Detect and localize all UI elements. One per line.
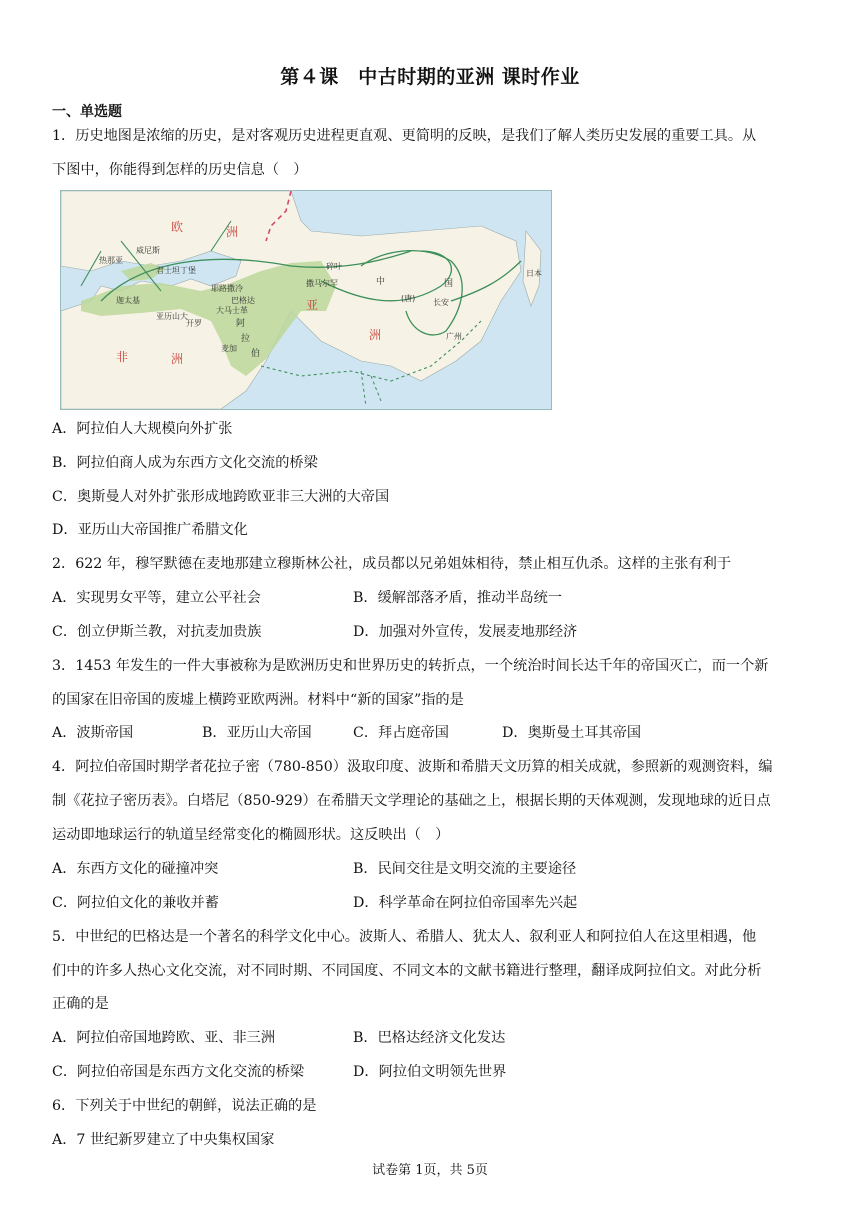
label-europe-1: 欧: [171, 220, 184, 234]
q4-option-b[interactable]: B．民间交往是文明交流的主要途径: [353, 861, 577, 877]
q5-option-b[interactable]: B．巴格达经济文化发达: [353, 1030, 506, 1046]
q5-option-d[interactable]: D．阿拉伯文明领先世界: [353, 1064, 507, 1080]
label-cairo: 开罗: [186, 319, 202, 328]
q6-stem: 6．下列关于中世纪的朝鲜，说法正确的是: [52, 1098, 317, 1114]
label-tunis: 迦太基: [116, 296, 140, 305]
label-suiye: 碎叶: [326, 262, 342, 271]
q4-stem-line2: 制《花拉子密历表》。白塔尼（850-929）在希腊天文学理论的基础之上，根据长期的天体观测，发现地球的近日点: [52, 793, 771, 809]
label-guangzhou: 广州: [446, 332, 462, 341]
label-venice: 威尼斯: [136, 246, 160, 255]
label-china-1: 中: [376, 277, 386, 287]
label-africa-1: 非: [116, 350, 129, 364]
label-japan: 日本: [526, 269, 542, 278]
label-asia-1: 亚: [306, 298, 319, 312]
page-title: 第４课 中古时期的亚洲 课时作业: [280, 66, 580, 88]
label-alexandria: 亚历山大: [156, 312, 188, 321]
label-ara-2: 拉: [241, 334, 251, 344]
q1-option-a[interactable]: A．阿拉伯人大规模向外扩张: [52, 421, 233, 437]
section-heading: 一、单选题: [52, 104, 122, 120]
q5-stem-line3: 正确的是: [52, 996, 109, 1012]
q6-option-a[interactable]: A．7 世纪新罗建立了中央集权国家: [52, 1132, 275, 1148]
q4-option-a[interactable]: A．东西方文化的碰撞冲突: [52, 861, 219, 877]
page-footer: 试卷第 1页，共 5页: [372, 1163, 488, 1178]
label-jerusalem: 耶路撒冷: [211, 284, 243, 293]
label-genoa: 热那亚: [99, 256, 123, 265]
q2-stem: 2．622 年，穆罕默德在麦地那建立穆斯林公社，成员都以兄弟姐妹相待，禁止相互仇杀。这样的主张有利于: [52, 556, 732, 572]
label-asia-2: 洲: [369, 328, 382, 342]
q4-option-c[interactable]: C．阿拉伯文化的兼收并蓄: [52, 895, 219, 911]
q5-option-a[interactable]: A．阿拉伯帝国地跨欧、亚、非三洲: [52, 1030, 276, 1046]
q3-option-b[interactable]: B．亚历山大帝国: [202, 725, 312, 741]
q2-option-b[interactable]: B．缓解部落矛盾，推动半岛统一: [353, 590, 563, 606]
label-europe-2: 洲: [226, 225, 239, 239]
label-tang: (唐): [401, 294, 416, 303]
label-damascus: 大马士革: [216, 306, 248, 315]
q3-option-c[interactable]: C．拜占庭帝国: [353, 725, 449, 741]
q5-stem-line2: 们中的许多人热心文化交流，对不同时期、不同国度、不同文本的文献书籍进行整理，翻译成阿拉伯文。对此分析: [52, 963, 762, 979]
map-graphic: [61, 191, 551, 409]
q1-option-c[interactable]: C．奥斯曼人对外扩张形成地跨欧亚非三大洲的大帝国: [52, 489, 390, 505]
q3-stem-line2: 的国家在旧帝国的废墟上横跨亚欧两洲。材料中“新的国家”指的是: [52, 692, 464, 708]
label-ara-3: 伯: [251, 349, 261, 359]
label-mecca: 麦加: [221, 344, 237, 353]
q5-stem-line1: 5．中世纪的巴格达是一个著名的科学文化中心。波斯人、希腊人、犹太人、叙利亚人和阿拉伯人在这里相遇，他: [52, 929, 757, 945]
label-changan: 长安: [433, 298, 449, 307]
q2-option-c[interactable]: C．创立伊斯兰教，对抗麦加贵族: [52, 624, 262, 640]
q4-stem-line1: 4．阿拉伯帝国时期学者花拉子密（780-850）汲取印度、波斯和希腊天文历算的相关成就，参照新的观测资料，编: [52, 759, 773, 775]
q3-option-a[interactable]: A．波斯帝国: [52, 725, 134, 741]
q1-stem-line2: 下图中，你能得到怎样的历史信息（ ）: [52, 162, 308, 178]
q3-stem-line1: 3．1453 年发生的一件大事被称为是欧洲历史和世界历史的转折点，一个统治时间长达千年的帝国灭亡，而一个新: [52, 658, 769, 674]
q4-option-d[interactable]: D．科学革命在阿拉伯帝国率先兴起: [353, 895, 578, 911]
q1-option-d[interactable]: D．亚历山大帝国推广希腊文化: [52, 522, 248, 538]
label-baghdad: 巴格达: [231, 296, 255, 305]
q2-option-d[interactable]: D．加强对外宣传，发展麦地那经济: [353, 624, 578, 640]
label-china-2: 国: [444, 279, 454, 289]
q5-option-c[interactable]: C．阿拉伯帝国是东西方文化交流的桥梁: [52, 1064, 305, 1080]
q1-stem-line1: 1．历史地图是浓缩的历史，是对客观历史进程更直观、更简明的反映，是我们了解人类历史发展的重要工具。从: [52, 128, 757, 144]
q3-option-d[interactable]: D．奥斯曼土耳其帝国: [502, 725, 642, 741]
q4-stem-line3: 运动即地球运行的轨道呈经常变化的椭圆形状。这反映出（ ）: [52, 827, 450, 843]
historical-map: [60, 190, 552, 410]
q1-option-b[interactable]: B．阿拉伯商人成为东西方文化交流的桥梁: [52, 455, 318, 471]
label-constantinople: 君士坦丁堡: [156, 266, 196, 275]
label-africa-2: 洲: [171, 352, 184, 366]
q2-option-a[interactable]: A．实现男女平等，建立公平社会: [52, 590, 261, 606]
label-samarkand: 撒马尔罕: [306, 279, 338, 288]
label-ara-1: 阿: [236, 319, 246, 329]
